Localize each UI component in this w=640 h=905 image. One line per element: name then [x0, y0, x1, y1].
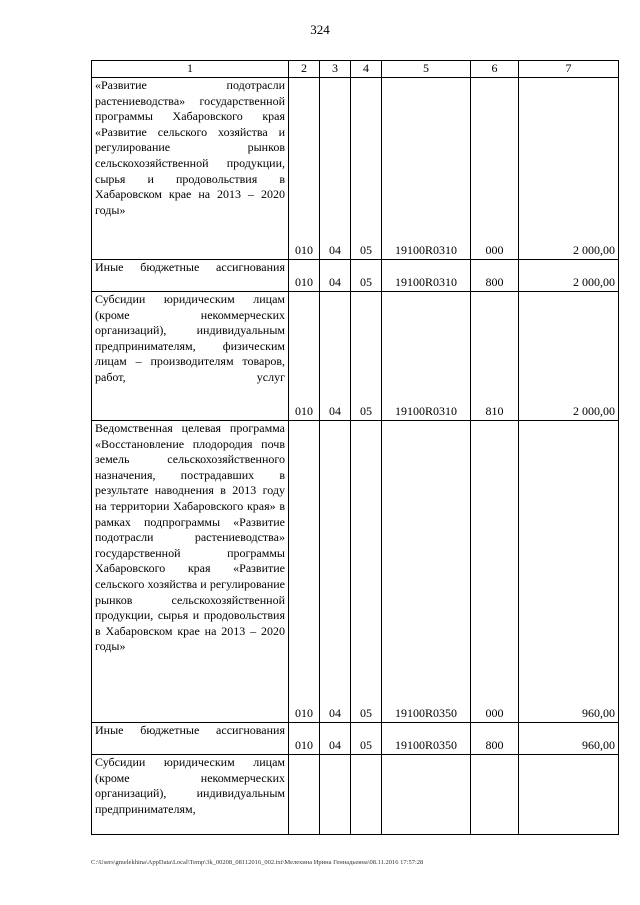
- cell-amount: 960,00: [519, 421, 619, 723]
- header-cell: 7: [519, 61, 619, 78]
- cell-amount: 2 000,00: [519, 292, 619, 421]
- header-row: [92, 61, 619, 78]
- table-row: [92, 755, 619, 835]
- cell-ministry: 010: [289, 292, 320, 421]
- cell-section: 04: [320, 78, 351, 260]
- cell-target-article: 19100R0350: [382, 421, 471, 723]
- cell-subsection: 05: [351, 260, 382, 292]
- cell-expense-type: 000: [471, 78, 519, 260]
- table-row: [92, 292, 619, 421]
- cell-subsection: 05: [351, 292, 382, 421]
- row-name: Субсидии юридическим лицам (кроме некоммерческих организаций), индивидуальным предпринимателям,: [92, 755, 289, 835]
- header-cell: 2: [289, 61, 320, 78]
- cell-subsection: [351, 755, 382, 835]
- cell-ministry: 010: [289, 421, 320, 723]
- header-cell: 3: [320, 61, 351, 78]
- cell-subsection: 05: [351, 723, 382, 755]
- cell-expense-type: 810: [471, 292, 519, 421]
- table-row: [92, 260, 619, 292]
- cell-section: 04: [320, 723, 351, 755]
- header-cell: 5: [382, 61, 471, 78]
- table-row: [92, 723, 619, 755]
- row-name: «Развитие подотрасли растениеводства» государственной программы Хабаровского края «Развитие сельского хозяйства и регулирование рынков сельскохозяйственной продукции, сырья и продовольствия в Хабаровском крае на 2013 – 2020 годы»: [92, 78, 289, 260]
- cell-target-article: 19100R0310: [382, 292, 471, 421]
- cell-subsection: 05: [351, 78, 382, 260]
- header-cell: 6: [471, 61, 519, 78]
- cell-section: 04: [320, 292, 351, 421]
- cell-ministry: 010: [289, 78, 320, 260]
- row-name: Ведомственная целевая программа «Восстановление плодородия почв земель сельскохозяйственного назначения, пострадавших в результате наводнения в 2013 году на территории Хабаровского края» в рамках подпрограммы «Развитие подотрасли растениеводства» государственной программы Хабаровского края «Развитие сельского хозяйства и регулирование рынков сельскохозяйственной продукции, сырья и продовольствия в Хабаровском крае на 2013 – 2020 годы»: [92, 421, 289, 723]
- cell-subsection: 05: [351, 421, 382, 723]
- cell-section: 04: [320, 421, 351, 723]
- file-path-footer: C:\Users\gmelekhina\AppData\Local\Temp\3k_00208_08112016_002.txt\Мелехина Ирина Геннадьевна\08.11.2016 17:57:28: [91, 859, 424, 866]
- table-row: [92, 421, 619, 723]
- row-name: Иные бюджетные ассигнования: [92, 723, 289, 755]
- budget-table: [91, 60, 619, 835]
- row-name: Иные бюджетные ассигнования: [92, 260, 289, 292]
- cell-target-article: [382, 755, 471, 835]
- page-number: 324: [310, 22, 330, 37]
- cell-section: [320, 755, 351, 835]
- cell-amount: 960,00: [519, 723, 619, 755]
- cell-section: 04: [320, 260, 351, 292]
- table-row: [92, 78, 619, 260]
- cell-amount: 2 000,00: [519, 78, 619, 260]
- cell-ministry: 010: [289, 723, 320, 755]
- row-name: Субсидии юридическим лицам (кроме некоммерческих организаций), индивидуальным предпринимателям, физическим лицам – производителям товаров, работ, услуг: [92, 292, 289, 421]
- cell-expense-type: [471, 755, 519, 835]
- header-cell: 4: [351, 61, 382, 78]
- header-cell: 1: [92, 61, 289, 78]
- cell-target-article: 19100R0310: [382, 260, 471, 292]
- cell-target-article: 19100R0350: [382, 723, 471, 755]
- cell-expense-type: 800: [471, 723, 519, 755]
- cell-ministry: 010: [289, 260, 320, 292]
- cell-ministry: [289, 755, 320, 835]
- cell-expense-type: 000: [471, 421, 519, 723]
- cell-expense-type: 800: [471, 260, 519, 292]
- cell-amount: [519, 755, 619, 835]
- cell-target-article: 19100R0310: [382, 78, 471, 260]
- cell-amount: 2 000,00: [519, 260, 619, 292]
